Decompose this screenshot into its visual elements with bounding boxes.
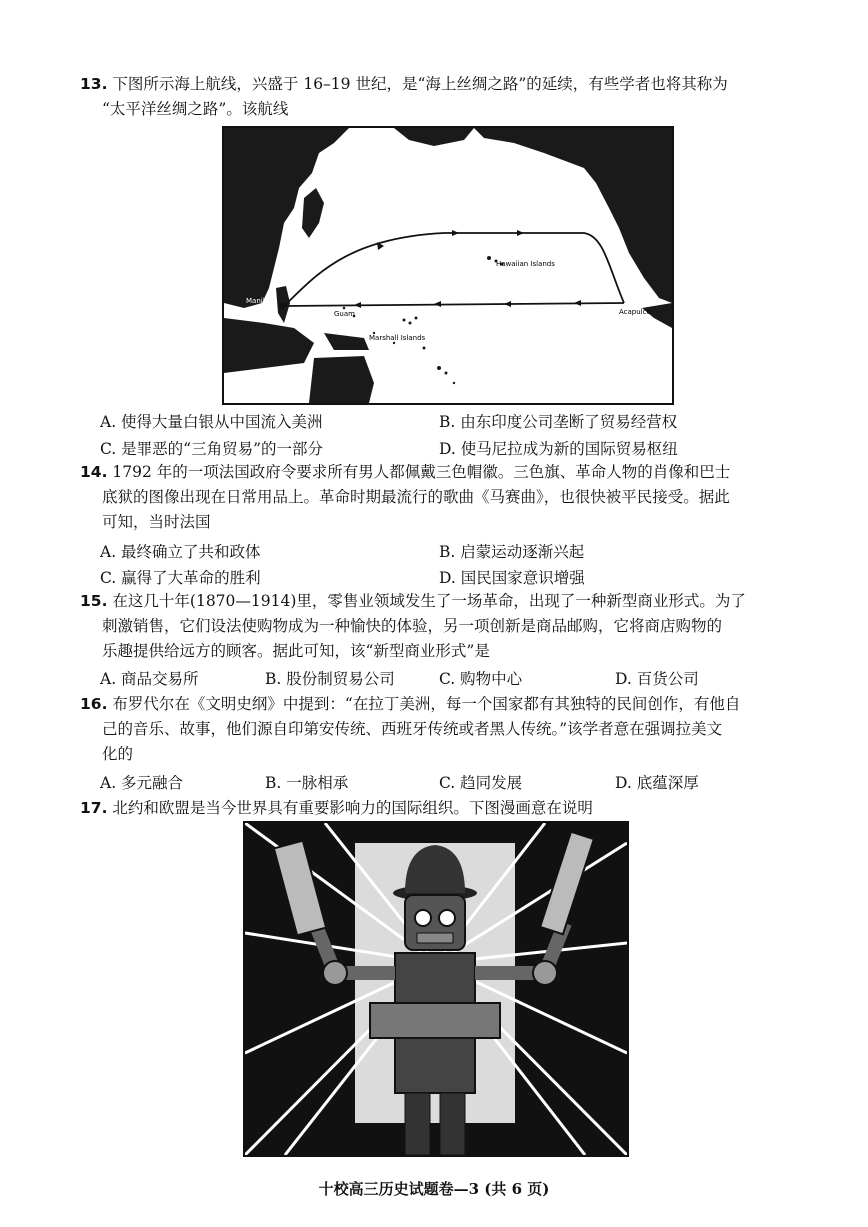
robot-leg-right <box>440 1093 465 1155</box>
option-c[interactable]: C. 是罪恶的“三角贸易”的一部分 <box>100 440 324 458</box>
robot-leg-left <box>405 1093 430 1155</box>
option-b[interactable]: B. 由东印度公司垄断了贸易经营权 <box>439 413 678 431</box>
north-america-land <box>474 128 672 303</box>
option-b[interactable]: B. 一脉相承 <box>265 774 349 792</box>
page-footer: 十校高三历史试题卷—3 (共 6 页) <box>318 1180 550 1198</box>
question-13 <box>80 72 805 122</box>
question-text: 可知，当时法国 <box>102 513 211 531</box>
option-a[interactable]: A. 使得大量白银从中国流入美洲 <box>100 413 323 431</box>
question-text: 己的音乐、故事，他们源自印第安传统、西班牙传统或者黑人传统。”该学者意在强调拉美文 <box>102 720 723 738</box>
new-guinea-land <box>324 333 369 350</box>
question-text: “太平洋丝绸之路”。该航线 <box>102 100 289 118</box>
australia-land <box>309 356 374 403</box>
japan-land <box>302 188 324 238</box>
indonesia-land <box>224 318 314 373</box>
option-d[interactable]: D. 国民国家意识增强 <box>439 569 585 587</box>
option-c[interactable]: C. 赢得了大革命的胜利 <box>100 569 261 587</box>
map-drawing <box>224 128 672 403</box>
question-text: 布罗代尔在《文明史纲》中提到：“在拉丁美洲，每一个国家都有其独特的民间创作，有他自 <box>112 695 741 713</box>
manila-marker <box>279 303 285 309</box>
asia-land <box>224 128 349 308</box>
westbound-route <box>284 303 624 306</box>
robot-gun <box>274 841 326 936</box>
question-number: 16. <box>80 695 108 713</box>
robot-eye-left <box>415 910 431 926</box>
alaska-land <box>394 128 474 146</box>
option-d[interactable]: D. 底蕴深厚 <box>615 774 699 792</box>
robot-cartoon <box>243 821 629 1157</box>
option-a[interactable]: A. 商品交易所 <box>100 670 199 688</box>
robot-panel <box>370 1003 500 1038</box>
cartoon-drawing <box>245 823 627 1155</box>
question-15 <box>80 589 805 664</box>
pacific-route-map <box>222 126 674 405</box>
question-text: 底狱的图像出现在日常用品上。革命时期最流行的歌曲《马赛曲》，也很快被平民接受。据此 <box>102 488 730 506</box>
option-a[interactable]: A. 多元融合 <box>100 774 184 792</box>
question-number: 17. <box>80 799 108 817</box>
option-d[interactable]: D. 使马尼拉成为新的国际贸易枢纽 <box>439 440 678 458</box>
question-number: 15. <box>80 592 108 610</box>
question-16 <box>80 692 805 767</box>
question-number: 13. <box>80 75 108 93</box>
robot-eye-right <box>439 910 455 926</box>
robot-mouth <box>417 933 453 943</box>
robot-joint-right <box>533 961 557 985</box>
question-number: 14. <box>80 463 108 481</box>
question-text: 化的 <box>102 745 134 763</box>
question-text: 在这几十年(1870—1914)里，零售业领域发生了一场革命，出现了一种新型商业形式。为了 <box>112 592 746 610</box>
question-text: 1792 年的一项法国政府令要求所有男人都佩戴三色帽徽。三色旗、革命人物的肖像和巴士 <box>112 463 731 481</box>
question-text: 刺激销售，它们设法使购物成为一种愉快的体验，另一项创新是商品邮购，它将商店购物的 <box>102 617 723 635</box>
option-a[interactable]: A. 最终确立了共和政体 <box>100 543 261 561</box>
option-b[interactable]: B. 启蒙运动逐渐兴起 <box>439 543 585 561</box>
robot-joint-left <box>323 961 347 985</box>
robot-blade <box>540 832 594 935</box>
hawaii-label: Hawaiian Islands <box>496 260 555 268</box>
question-text: 下图所示海上航线，兴盛于 16–19 世纪，是“海上丝绸之路”的延续，有些学者也将其称为 <box>112 75 728 93</box>
guam-label: Guam <box>334 310 355 318</box>
option-c[interactable]: C. 购物中心 <box>439 670 523 688</box>
option-c[interactable]: C. 趋同发展 <box>439 774 523 792</box>
option-d[interactable]: D. 百货公司 <box>615 670 699 688</box>
question-14 <box>80 460 805 535</box>
option-b[interactable]: B. 股份制贸易公司 <box>265 670 395 688</box>
marshall-label: Marshall Islands <box>369 334 426 342</box>
eastbound-route <box>284 233 624 306</box>
manila-label: Manila <box>246 297 269 305</box>
question-17 <box>80 796 805 821</box>
question-text: 北约和欧盟是当今世界具有重要影响力的国际组织。下图漫画意在说明 <box>112 799 593 817</box>
acapulco-label: Acapulco <box>619 308 651 316</box>
question-text: 乐趣提供给远方的顾客。据此可知，该“新型商业形式”是 <box>102 642 490 660</box>
